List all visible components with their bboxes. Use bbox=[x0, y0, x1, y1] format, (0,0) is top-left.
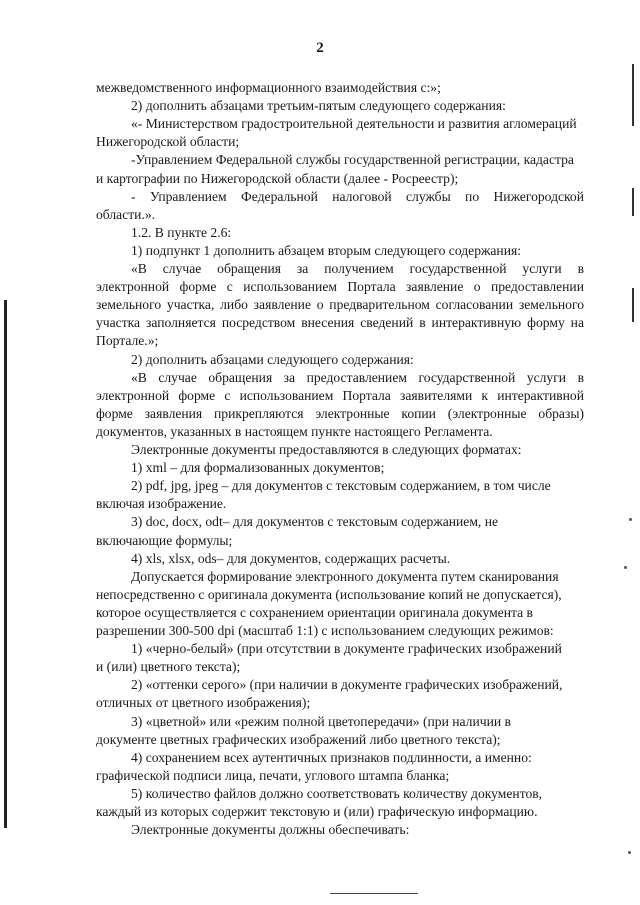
text-line: земельного участка, либо заявление о предварительном согласовании земельного bbox=[96, 297, 584, 313]
page-number: 2 bbox=[316, 40, 324, 56]
text-line: 3) «цветной» или «режим полной цветопередачи» (при наличии в bbox=[131, 713, 511, 729]
text-line: 2) «оттенки серого» (при наличии в документе графических изображений, bbox=[131, 677, 563, 693]
text-line: Электронные документы должны обеспечивать: bbox=[131, 822, 410, 838]
text-line: электронной форме с использованием Портала заявление о предоставлении bbox=[96, 279, 584, 295]
scan-speck bbox=[628, 851, 631, 854]
text-line: и (или) цветного текста); bbox=[96, 659, 241, 675]
text-line: Электронные документы предоставляются в следующих форматах: bbox=[131, 442, 522, 457]
text-line: 1) xml – для формализованных документов; bbox=[131, 460, 385, 476]
text-line: Нижегородской области; bbox=[96, 134, 240, 150]
scan-edge-artifact bbox=[632, 188, 634, 216]
text-line: 4) сохранением всех аутентичных признаков подлинности, а именно: bbox=[131, 749, 532, 765]
text-line: -Управлением Федеральной службы государственной регистрации, кадастра bbox=[131, 152, 574, 168]
text-line: которое осуществляется с сохранением ориентации оригинала документа в bbox=[96, 604, 533, 620]
text-line: включая изображение. bbox=[96, 496, 227, 512]
scan-speck bbox=[629, 518, 632, 521]
text-line: 2) дополнить абзацами третьим-пятым следующего содержания: bbox=[131, 98, 506, 114]
text-line: 3) doc, docx, odt– для документов с текстовым содержанием, не bbox=[131, 514, 499, 530]
text-line: 1) «черно-белый» (при отсутствии в документе графических изображений bbox=[131, 641, 562, 657]
text-line: 2) дополнить абзацами следующего содержания: bbox=[131, 351, 414, 367]
text-line: 5) количество файлов должно соответствовать количеству документов, bbox=[131, 785, 543, 801]
text-line: включающие формулы; bbox=[96, 532, 233, 548]
text-line: документе цветных графических изображений либо цветного текста); bbox=[96, 731, 501, 747]
footer-rule bbox=[330, 893, 418, 894]
scan-edge-artifact bbox=[632, 64, 634, 126]
scan-edge-artifact bbox=[4, 300, 7, 828]
text-line: «В случае обращения за предоставлением государственной услуги в bbox=[131, 369, 584, 385]
text-line: участка заполняется посредством внесения сведений в интерактивную форму на bbox=[96, 315, 584, 331]
text-line: «- Министерством градостроительной деятельности и развития агломераций bbox=[131, 116, 577, 132]
text-line: электронной форме с использованием Портала заявителями к интерактивной bbox=[96, 387, 584, 403]
text-line: 1.2. В пункте 2.6: bbox=[131, 224, 232, 240]
scan-speck bbox=[624, 566, 627, 569]
text-line: области.». bbox=[96, 206, 156, 222]
text-line: 4) xls, xlsx, ods– для документов, содержащих расчеты. bbox=[131, 550, 451, 566]
text-line: непосредственно с оригинала документа (использование копий не допускается), bbox=[96, 586, 562, 602]
text-line: и картографии по Нижегородской области (далее - Росреестр); bbox=[96, 170, 459, 186]
text-line: отличных от цветного изображения); bbox=[96, 695, 311, 711]
text-line: графической подписи лица, печати, углового штампа бланка; bbox=[96, 767, 450, 783]
text-line: Портале.»; bbox=[96, 333, 159, 349]
text-line: разрешении 300-500 dpi (масштаб 1:1) с использованием следующих режимов: bbox=[96, 623, 554, 638]
text-line: - Управлением Федеральной налоговой службы по Нижегородской bbox=[131, 188, 584, 204]
text-line: документов, указанных в настоящем пункте настоящего Регламента. bbox=[96, 423, 493, 439]
text-line: каждый из которых содержит текстовую и (или) графическую информацию. bbox=[96, 804, 538, 819]
text-line: форме заявления прикрепляются электронные копии (электронные образы) bbox=[96, 405, 584, 421]
text-line: 2) pdf, jpg, jpeg – для документов с текстовым содержанием, в том числе bbox=[131, 478, 551, 494]
scan-edge-artifact bbox=[632, 288, 634, 322]
text-line: межведомственного информационного взаимодействия с:»; bbox=[96, 80, 441, 95]
text-line: «В случае обращения за получением государственной услуги в bbox=[131, 261, 584, 276]
text-line: Допускается формирование электронного документа путем сканирования bbox=[131, 568, 559, 584]
text-line: 1) подпункт 1 дополнить абзацем вторым следующего содержания: bbox=[131, 242, 521, 258]
